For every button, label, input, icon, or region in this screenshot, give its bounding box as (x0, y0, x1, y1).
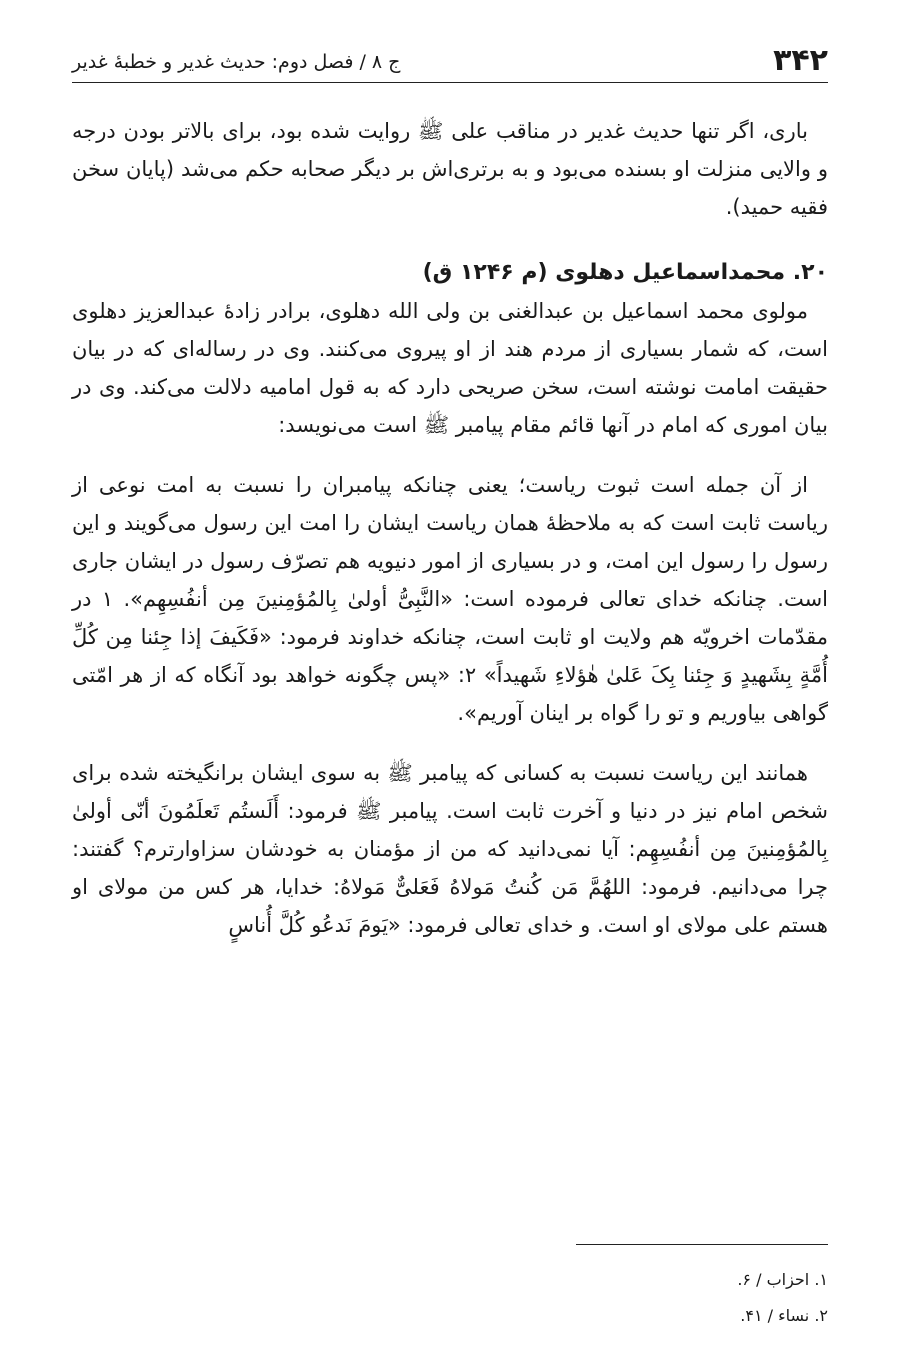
page-header (72, 30, 828, 76)
section-title: ۲۰. محمداسماعیل دهلوی (م ۱۲۴۶ ق) (422, 260, 828, 285)
spacer (72, 444, 828, 466)
footnotes (72, 1262, 828, 1334)
paragraph-biography: مولوی محمد اسماعیل بن عبدالغنی بن ولی الله دهلوی، برادر زادهٔ عبدالعزیز دهلوی است، که شمار بسیاری از مردم هند از او پیروی می‌کنند. وی در رساله‌ای که در بیان حقیقت امامت نوشته است، سخن صریحی دارد که به قول امامیه دلالت می‌کند. وی در بیان اموری که امام در آنها قائم مقام پیامبر ﷺ است می‌نویسد: (72, 299, 828, 437)
paragraph-quote-1: از آن جمله است ثبوت ریاست؛ یعنی چنانکه پیامبران را نسبت به امت نوعی از ریاست ثابت است که به ملاحظهٔ همان ریاست ایشان را امت این رسول می‌گویند و این رسول را رسول این امت، و در بسیاری از امور دنیویه هم تصرّف رسول در ایشان جاری است. چنانکه خدای تعالی فرموده است: «النَّبِیُّ أولیٰ بِالمُؤمِنینَ مِن أنفُسِهِم». ۱ در مقدّمات اخرویّه هم ولایت او ثابت است، چنانکه خداوند فرمود: «فَکَیفَ إذا جِئنا مِن کُلِّ أُمَّةٍ بِشَهیدٍ وَ جِئنا بِکَ عَلیٰ هٰؤلاءِ شَهیداً» ۲: «پس چگونه خواهد بود آنگاه که از هر امّتی گواهی بیاوریم و تو را گواه بر اینان آوریم». (72, 473, 828, 725)
page-body (72, 112, 828, 944)
page-number: ۳۴۲ (773, 43, 828, 78)
spacer (72, 226, 828, 248)
header-divider (72, 82, 828, 83)
footnote-1: ۱. احزاب / ۶. (737, 1270, 828, 1289)
paragraph-quote-2: همانند این ریاست نسبت به کسانی که پیامبر ﷺ به سوی ایشان برانگیخته شده برای شخص امام نیز در دنیا و آخرت ثابت است. پیامبر ﷺ فرمود: أَلَستُم تَعلَمُونَ أنّی أولیٰ بِالمُؤمِنینَ مِن أنفُسِهِم: آیا نمی‌دانید که من از مؤمنان به خودشان سزاوارترم؟ گفتند: چرا می‌دانیم. فرمود: اللهُمَّ مَن کُنتُ مَولاهُ فَعَلیٌّ مَولاهُ: خدایا، هر کس من مولای او هستم علی مولای او است. و خدای تعالی فرمود: «یَومَ نَدعُو کُلَّ أُناسٍ (72, 761, 828, 937)
running-title: ج ۸ / فصل دوم: حدیث غدیر و خطبهٔ غدیر (72, 51, 401, 73)
footnote-divider (576, 1244, 828, 1245)
paragraph-intro: باری، اگر تنها حدیث غدیر در مناقب علی ﷺ روایت شده بود، برای بالاتر بودن درجه و والایی منزلت او بسنده می‌بود و به برتری‌اش بر دیگر صحابه حکم می‌شد (پایان سخن فقیه حمید). (72, 119, 828, 219)
spacer (72, 732, 828, 754)
footnote-2: ۲. نساء / ۴۱. (740, 1306, 828, 1325)
